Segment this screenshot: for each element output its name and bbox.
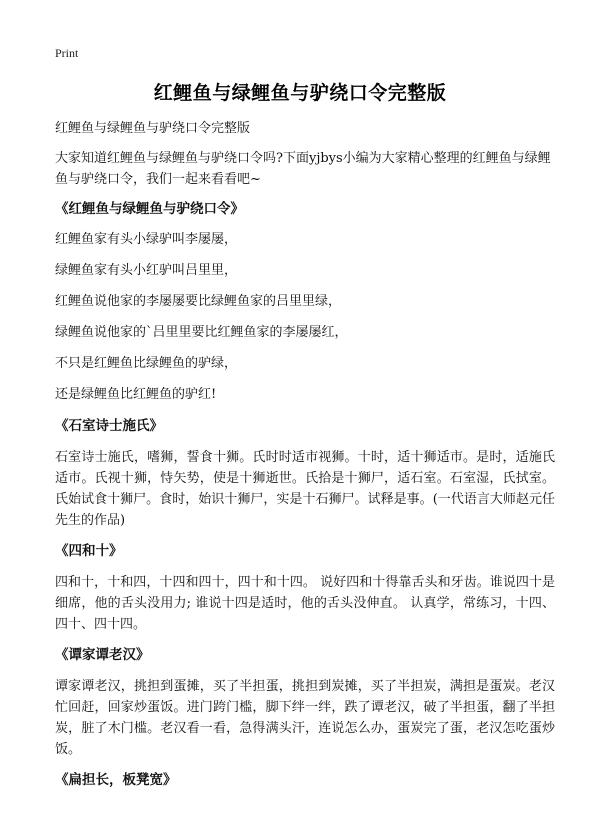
print-link[interactable]: Print — [55, 46, 79, 60]
verse-line: 红鲤鱼家有头小绿驴叫李屡屡， — [55, 232, 238, 247]
section-heading-shishi: 《石室诗士施氏》 — [55, 418, 163, 434]
section-heading-biandan: 《扁担长，板凳宽》 — [55, 772, 177, 788]
article-subtitle: 红鲤鱼与绿鲤鱼与驴绕口令完整版 — [55, 121, 251, 136]
verse-line: 红鲤鱼说他家的李屡屡要比绿鲤鱼家的吕里里绿， — [55, 294, 342, 309]
article-intro: 大家知道红鲤鱼与绿鲤鱼与驴绕口令吗?下面yjbys小编为大家精心整理的红鲤鱼与绿鲤鱼与驴绕口令，我们一起来看看吧~ — [55, 151, 551, 187]
section-heading-si-he-shi: 《四和十》 — [55, 543, 123, 559]
article-body — [55, 118, 555, 801]
verse-line: 绿鲤鱼说他家的`吕里里要比红鲤鱼家的李屡屡红， — [55, 325, 348, 340]
section-heading-tongue-twister: 《红鲤鱼与绿鲤鱼与驴绕口令》 — [55, 201, 244, 217]
verse-line: 还是绿鲤鱼比红鲤鱼的驴红! — [55, 387, 217, 402]
section-heading-tan-laohan: 《谭家谭老汉》 — [55, 647, 150, 663]
verse-line: 绿鲤鱼家有头小红驴叫吕里里， — [55, 263, 238, 278]
section-paragraph: 四和十，十和四，十四和四十，四十和十四。 说好四和十得靠舌头和牙齿。谁说四十是细席，他的舌头没用力; 谁说十四是适时，他的舌头没伸直。 认真学，常练习，十四、四十、四十四。 — [55, 575, 555, 632]
section-paragraph: 谭家谭老汉，挑担到蛋摊，买了半担蛋，挑担到炭摊，买了半担炭，满担是蛋炭。老汉忙回赶，回家炒蛋饭。进门跨门槛，脚下绊一绊，跌了谭老汉，破了半担蛋，翻了半担炭，脏了木门槛。老汉看一看，急得满头汗，连说怎么办，蛋炭完了蛋，老汉怎吃蛋炒饭。 — [55, 679, 555, 757]
verse-line: 不只是红鲤鱼比绿鲤鱼的驴绿， — [55, 356, 238, 371]
page-title: 红鲤鱼与绿鲤鱼与驴绕口令完整版 — [153, 82, 447, 104]
section-paragraph: 石室诗士施氏，嗜狮，誓食十狮。氏时时适市视狮。十时，适十狮适市。是时，适施氏适市。氏视十狮，恃矢势，使是十狮逝世。氏拾是十狮尸，适石室。石室湿，氏拭室。氏始试食十狮尸。食时，始识十狮尸，实是十石狮尸。试释是事。(一代语言大师赵元任先生的作品) — [55, 450, 555, 528]
